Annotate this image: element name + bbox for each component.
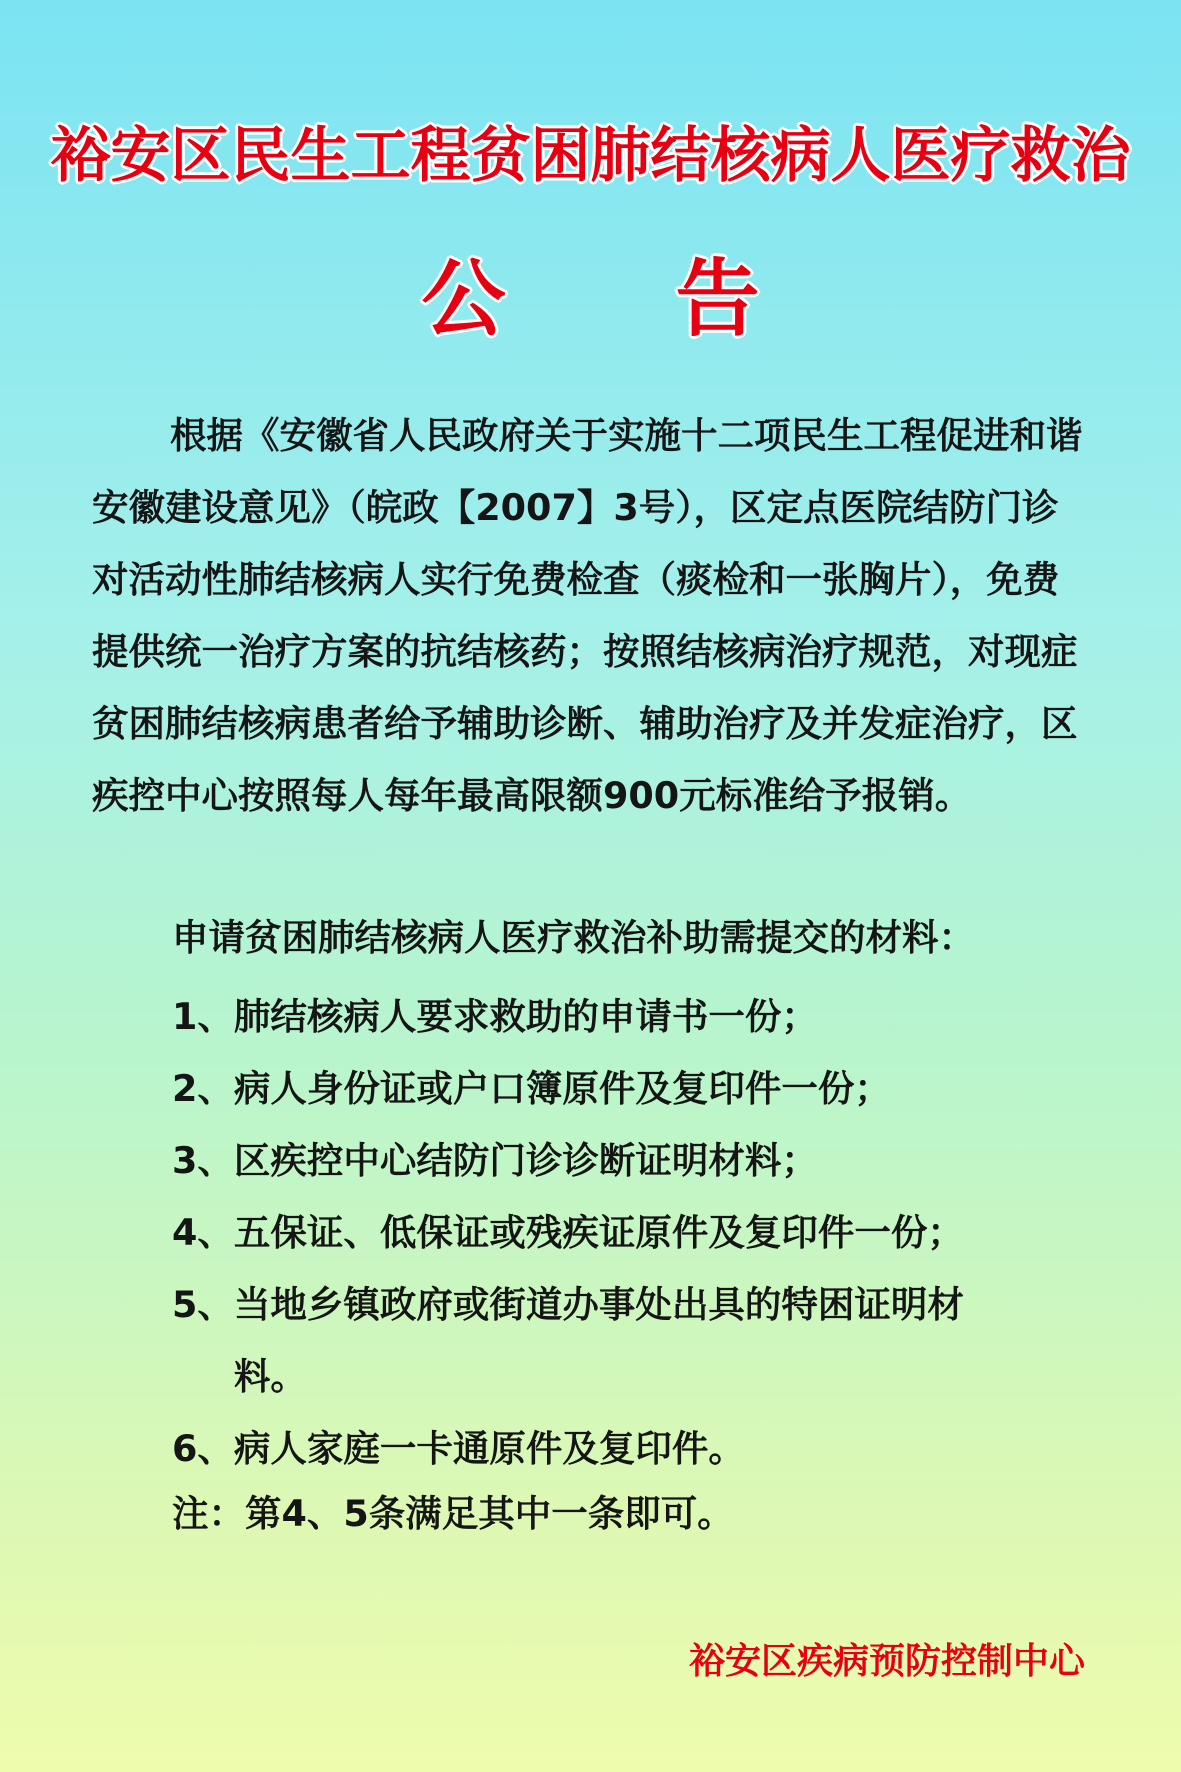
list-item-text: 当地乡镇政府或街道办事处出具的特困证明材料。 [233, 1283, 964, 1398]
list-item-number: 4、 [172, 1211, 234, 1254]
poster-title: 裕安区民生工程贫困肺结核病人医疗救治 [50, 121, 1131, 191]
list-item-number: 2、 [172, 1067, 234, 1110]
issuer-signature: 裕安区疾病预防控制中心 [688, 1641, 1085, 1682]
list-item-number: 5、 [172, 1283, 234, 1326]
notice-body-paragraph: 根据《安徽省人民政府关于实施十二项民生工程促进和谐安徽建设意见》（皖政【2007】3号），区定点医院结防门诊对活动性肺结核病人实行免费检查（痰检和一张胸片），免费提供统一治疗方案的抗结核药；按照结核病治疗规范，对现症贫困肺结核病患者给予辅助诊断、辅助治疗及并发症治疗，区疾控中心按照每人每年最高限额900元标准给予报销。 [92, 414, 1083, 817]
list-item-text: 肺结核病人要求救助的申请书一份； [233, 995, 818, 1038]
materials-list [172, 981, 1052, 1485]
materials-list-item [172, 1197, 1052, 1269]
materials-list-item [172, 981, 1052, 1053]
list-item-number: 6、 [172, 1427, 234, 1470]
list-item-number: 1、 [172, 995, 234, 1038]
list-item-text: 病人身份证或户口簿原件及复印件一份； [233, 1067, 891, 1110]
materials-list-item [172, 1269, 1052, 1413]
notice-heading: 公告 [421, 250, 930, 348]
list-item-text: 病人家庭一卡通原件及复印件。 [233, 1427, 745, 1470]
list-item-number: 3、 [172, 1139, 234, 1182]
list-item-text: 区疾控中心结防门诊诊断证明材料； [233, 1139, 818, 1182]
materials-list-item [172, 1125, 1052, 1197]
notice-note: 注：第4、5条满足其中一条即可。 [172, 1492, 734, 1535]
materials-intro: 申请贫困肺结核病人医疗救治补助需提交的材料： [172, 916, 975, 959]
materials-list-item [172, 1413, 1052, 1485]
list-item-text: 五保证、低保证或残疾证原件及复印件一份； [233, 1211, 964, 1254]
materials-list-item [172, 1053, 1052, 1125]
